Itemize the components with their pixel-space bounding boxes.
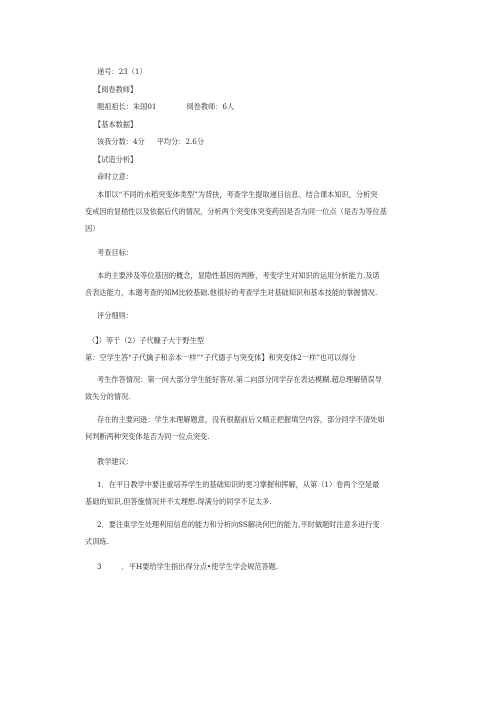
- suggestion-1-line-2: 基础的知识,但答施情况并不太理想.得满分的同学不足太多.: [85, 497, 272, 506]
- rubric-item-2: 第：空学生答“子代擒子和亲本一样”“子代德子与突变体】和突变体2一样”也可以得分: [85, 353, 356, 362]
- intent-paragraph-line-3: 因）: [85, 224, 100, 233]
- suggestion-1-line-1: 1．在平日教学中要注重培养学生的基础知识的更习掌握和挥解，从第（1）卷两个空是最: [97, 480, 380, 489]
- rubric-item-1: （】）等于（2）子代糠子大于野生型: [88, 336, 204, 345]
- performance-line-2: 致失分的情况.: [85, 392, 131, 401]
- problems-line-2: 何判断两种突变体是否为同一位点突变.: [85, 432, 210, 441]
- performance-line-1: 考生作答情况：第一问大部分学生能好答对.第二向部分同学存在表达模糊.超总理解错误导: [97, 375, 382, 384]
- score-info: [97, 137, 500, 147]
- problems-line-1: 存在的主要问逊：学生未理解题意，没有根据前后文精正把握填空内容，部分同学不清处如: [97, 415, 385, 424]
- average-score: 平均分：2.6分: [156, 137, 205, 146]
- intent-paragraph-line-2: 变戒因的显嵇性以及依据后代的情况，分析两个突变体突变药因是否为同一位点（是否为等位基: [85, 207, 387, 216]
- suggestion-2-line-1: 2．要注東学生处理利用信息的能力和分析向SS解决何巴的能力,平时做题时注意多进行变: [97, 520, 380, 529]
- question-number: 递号：23（1）: [97, 67, 147, 76]
- grader-count: 阅卷教师：6人: [186, 102, 235, 111]
- basic-data-heading: 【基本数据】: [94, 120, 138, 129]
- goal-paragraph-line-1: 本的主要涉及等位基因的概念，显隐性基因的判断，考变学生对知识的运用分析能力.及诺: [97, 271, 380, 280]
- suggestion-2-line-2: 式训练.: [85, 537, 109, 546]
- suggestion-3-text: ．平H要给学生指出得分点•使学生学会规范答题.: [121, 562, 279, 571]
- intent-paragraph-line-1: 本即以“不同的水稻突变体类型”为背抉，考查学生提取递目信息、结合课本知识，分析突: [97, 190, 378, 199]
- grader-info: [97, 102, 500, 112]
- suggestion-3: [97, 562, 500, 572]
- suggestions-heading: 教学建议：: [97, 457, 133, 466]
- intent-heading: 命时立意：: [97, 172, 133, 181]
- analysis-heading: 【试造分析】: [94, 155, 138, 164]
- grader-heading: 【阅卷教师】: [94, 85, 138, 94]
- suggestion-3-number: 3: [97, 562, 102, 571]
- rubric-heading: 评分细则：: [97, 311, 133, 320]
- full-score: 该我分数：4分: [97, 137, 145, 146]
- goal-heading: 考查目标：: [97, 248, 133, 257]
- group-leader: 题祖祖长：朱国01: [97, 102, 157, 111]
- goal-paragraph-line-2: 音表达能力，本邈考查的知M比较基础.他很好的考查学生对基础知识和基本技能的掌握情况.: [85, 288, 378, 297]
